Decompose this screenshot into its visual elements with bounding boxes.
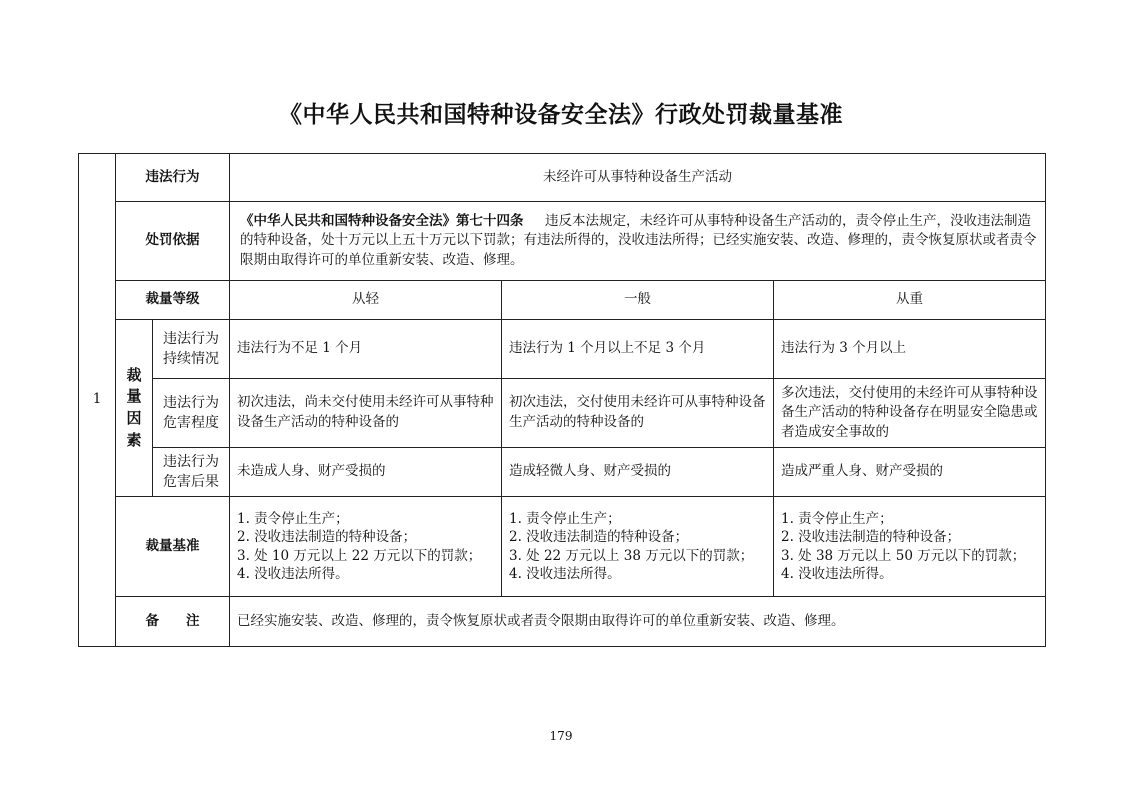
factor-harm-degree-label: 违法行为 危害程度 bbox=[153, 379, 230, 448]
standard-severe: 1. 责令停止生产； 2. 没收违法制造的特种设备； 3. 处 38 万元以上 50 万元以下的罚款； 4. 没收违法所得。 bbox=[774, 497, 1046, 597]
factor-consequence-lenient: 未造成人身、财产受损的 bbox=[230, 448, 502, 497]
factor-consequence-severe: 造成严重人身、财产受损的 bbox=[774, 448, 1046, 497]
factor-harm-degree-severe: 多次违法，交付使用的未经许可从事特种设备生产活动的特种设备存在明显安全隐患或者造成安全事故的 bbox=[774, 379, 1046, 448]
page-number: 179 bbox=[549, 729, 573, 743]
factor-consequence-label: 违法行为 危害后果 bbox=[153, 448, 230, 497]
standard-general: 1. 责令停止生产； 2. 没收违法制造的特种设备； 3. 处 22 万元以上 38 万元以下的罚款； 4. 没收违法所得。 bbox=[502, 497, 774, 597]
factor-harm-degree-general: 初次违法，交付使用未经许可从事特种设备生产活动的特种设备的 bbox=[502, 379, 774, 448]
violation-text: 未经许可从事特种设备生产活动 bbox=[230, 154, 1046, 202]
standard-lenient: 1. 责令停止生产； 2. 没收违法制造的特种设备； 3. 处 10 万元以上 22 万元以下的罚款； 4. 没收违法所得。 bbox=[230, 497, 502, 597]
factor-duration-general: 违法行为 1 个月以上不足 3 个月 bbox=[502, 320, 774, 379]
factors-label: 裁 量 因 素 bbox=[116, 320, 153, 497]
basis-cell bbox=[230, 202, 1046, 281]
penalty-standard-table bbox=[78, 153, 1046, 647]
factor-duration-severe: 违法行为 3 个月以上 bbox=[774, 320, 1046, 379]
remark-text: 已经实施安装、改造、修理的，责令恢复原状或者责令限期由取得许可的单位重新安装、改造、修理。 bbox=[230, 597, 1046, 647]
basis-law: 《中华人民共和国特种设备安全法》第七十四条 bbox=[240, 212, 524, 229]
level-label: 裁量等级 bbox=[116, 281, 230, 320]
page-title: 《中华人民共和国特种设备安全法》行政处罚裁量基准 bbox=[279, 101, 843, 128]
level-general: 一般 bbox=[502, 281, 774, 320]
factor-duration-label: 违法行为 持续情况 bbox=[153, 320, 230, 379]
level-lenient: 从轻 bbox=[230, 281, 502, 320]
remark-label: 备 注 bbox=[116, 597, 230, 647]
factor-duration-lenient: 违法行为不足 1 个月 bbox=[230, 320, 502, 379]
standard-label: 裁量基准 bbox=[116, 497, 230, 597]
row-number: 1 bbox=[79, 154, 116, 647]
factor-consequence-general: 造成轻微人身、财产受损的 bbox=[502, 448, 774, 497]
violation-label: 违法行为 bbox=[116, 154, 230, 202]
level-severe: 从重 bbox=[774, 281, 1046, 320]
basis-text: 违反本法规定，未经许可从事特种设备生产活动的，责令停止生产，没收违法制造的特种设备，处十万元以上五十万元以下罚款；有违法所得的，没收违法所得；已经实施安装、改造、修理的，责令恢复原状或者责令限期由取得许可的单位重新安装、改造、修理。 bbox=[240, 212, 1037, 268]
factor-harm-degree-lenient: 初次违法，尚未交付使用未经许可从事特种设备生产活动的特种设备的 bbox=[230, 379, 502, 448]
basis-label: 处罚依据 bbox=[116, 202, 230, 281]
